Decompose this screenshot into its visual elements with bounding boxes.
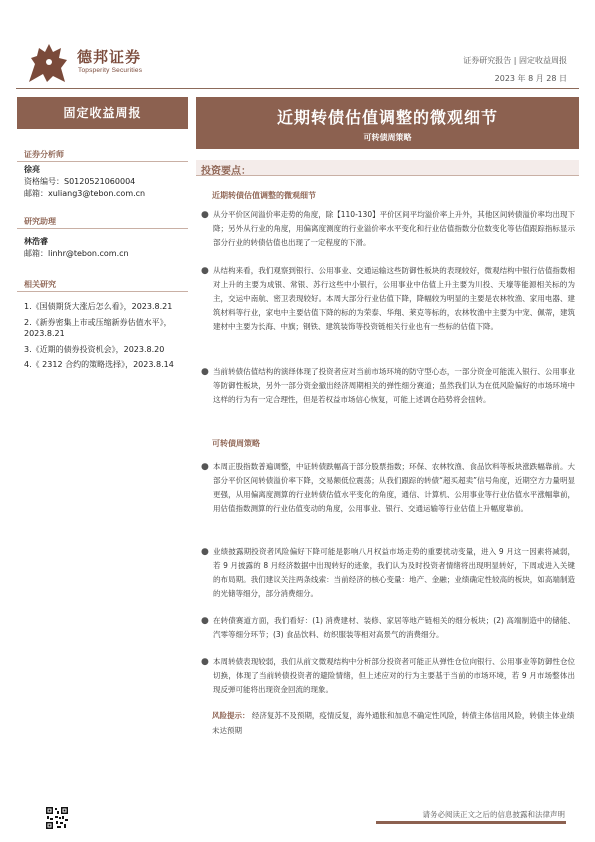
assistant-divider <box>17 228 188 229</box>
report-category-band: 固定收益周报 <box>17 97 188 129</box>
bullet-dot-icon: ● <box>201 547 209 557</box>
assistant-email[interactable]: 邮箱：linhr@tebon.com.cn <box>24 249 129 258</box>
bullet-paragraph: ● 业绩披露期投资者风险偏好下降可能是影响八月权益市场走势的重要扰动变量，进入 9 月这一因素将减弱，若 9 月披露的 8 月经济数据中出现转好的迹象，我们认为及时投资者情绪将出现明显转好，下周或进入关键的布局期。我们建议关注两条线索：当前经济的核心变量：地产、金融；业绩确定性较高的板块，如高端制造的光储等细分，部分消费细分。 <box>201 547 575 598</box>
analyst-section-label: 证券分析师 <box>24 150 64 159</box>
risk-text: 经济复苏不及预期，疫情反复，海外通胀和加息不确定性风险，转债主体信用风险，转债主体业绩未达预期 <box>212 711 575 735</box>
report-type: 证券研究报告 | 固定收益周报 <box>463 56 567 65</box>
footer-bar <box>376 821 566 824</box>
key-points-header <box>196 160 579 176</box>
related-item[interactable]: 2.《新券密集上市或压缩新券估值水平》，2023.8.21 <box>24 317 172 338</box>
bullet-paragraph: ● 从结构来看，我们观察到银行、公用事业、交通运输这些防御性板块的表现较好，微观结构中银行估值指数相对上升的主要为成银、常银、苏行这些中小银行，公用事业中估值上升主要为川投、天壕等能源相关标的为主，交运中南航、密卫表现较好。本周大部分行业估值下降，降幅较为明显的主要是农林牧渔、家用电器、建筑材料等行业，家电中主要估值下降的标的为荣泰、华翔、莱克等标的，农林牧渔中主要为中宠、佩蒂，建筑建材中主要为长海、中旗；钢铁、建筑装饰等投资链相关行业也有一些标的估值下降。 <box>201 266 575 331</box>
related-divider <box>17 291 188 292</box>
header-divider <box>16 88 579 89</box>
report-title: 近期转债估值调整的微观细节 <box>276 108 498 127</box>
related-item[interactable]: 3.《近期的债券投资机会》，2023.8.20 <box>24 344 165 354</box>
bullet-dot-icon: ● <box>201 210 209 220</box>
section-1-title: 近期转债估值调整的微观细节 <box>212 191 316 200</box>
qr-code-icon <box>45 806 69 830</box>
analyst-cert: 资格编号：S0120521060004 <box>24 177 136 186</box>
assistant-section-label: 研究助理 <box>24 217 56 226</box>
bullet-paragraph: ● 本周转债表现较弱，我们从前文微观结构中分析部分投资者可能正从弹性仓位向银行、公用事业等防御性仓位切换，体现了当前转债投资者的避险情绪，但上述应对的行为主要基于当前的市场环境，若 9 月市场整体出现反弹可能将出现资金回流的现象。 <box>201 657 575 694</box>
analyst-info <box>24 164 145 200</box>
bullet-dot-icon: ● <box>201 657 209 667</box>
report-date: 2023 年 8 月 28 日 <box>494 74 567 83</box>
assistant-name: 林浩睿 <box>24 237 48 246</box>
bullet-paragraph: ● 本周正股指数普遍调整，中证转债跌幅高于部分股票指数；环保、农林牧渔、食品饮料等板块涨跌幅靠前。大部分平价区间转债溢价率下降，交易额低位震荡；从我们跟踪的转债“超买超卖”信号角度，近期空方力量明显更强，从用偏离度测算的行业转债估值水平变化的角度，通信、计算机、公用事业等行业估值水平涨幅靠前，用估值指数测算的行业估值变动的角度，公用事业、银行、交通运输等行业估值上升幅度靠前。 <box>201 462 575 513</box>
related-item[interactable]: 1.《国债期货大涨后怎么看》，2023.8.21 <box>24 302 173 311</box>
related-section-label: 相关研究 <box>24 280 56 289</box>
analyst-name: 徐亮 <box>24 165 40 174</box>
analyst-email[interactable]: 邮箱：xuliang3@tebon.com.cn <box>24 189 146 198</box>
risk-warning <box>212 708 576 738</box>
bullet-dot-icon: ● <box>201 462 209 472</box>
company-name-cn: 德邦证券 <box>77 48 142 66</box>
key-points-label: 投资要点： <box>201 166 251 177</box>
company-name-en: Topsperity Securities <box>78 67 143 74</box>
disclaimer-note: 请务必阅读正文之后的信息披露和法律声明 <box>422 810 565 819</box>
section-2-title: 可转债周策略 <box>212 439 260 448</box>
bullet-paragraph: ● 当前转债估值结构的演绎体现了投资者应对当前市场环境的防守型心态，一部分资金可能流入银行、公用事业等防御性板块，另外一部分资金撤出经济周期相关的弹性细分赛道；虽然我们认为在低风险偏好的市场环境中这样的行为有一定合理性，但是若权益市场信心恢复，可能上述调仓趋势将会扭转。 <box>201 367 575 404</box>
company-logo <box>27 40 162 90</box>
bullet-dot-icon: ● <box>201 266 209 276</box>
report-subtitle: 可转债周策略 <box>363 133 412 142</box>
bullet-paragraph: ● 从分平价区间溢价率走势的角度，除【110-130】平价区间平均溢价率上升外，其他区间转债溢价率均出现下降；另外从行业的角度，用偏离度测度的行业溢价率水平变化和行业估值指数分位数变化等估值跟踪指标显示部分行业的转债估值也出现了一定程度的下滑。 <box>201 210 575 247</box>
title-band <box>196 97 579 149</box>
assistant-info <box>24 236 129 260</box>
stag-logo-icon <box>27 42 71 84</box>
related-item[interactable]: 4.《 2312 合约的策略选择》，2023.8.14 <box>24 360 174 369</box>
bullet-paragraph: ● 在转债赛道方面，我们看好：(1) 消费建材、装修、家居等地产链相关的细分板块；(2) 高端制造中的储能、汽零等细分环节；(3) 食品饮料、纺织服装等相对高景气的消费细分。 <box>201 616 575 639</box>
bullet-dot-icon: ● <box>201 616 209 626</box>
related-research-list <box>24 301 184 375</box>
risk-label: 风险提示： <box>212 711 250 720</box>
bullet-dot-icon: ● <box>201 367 209 377</box>
analyst-divider <box>17 161 188 162</box>
